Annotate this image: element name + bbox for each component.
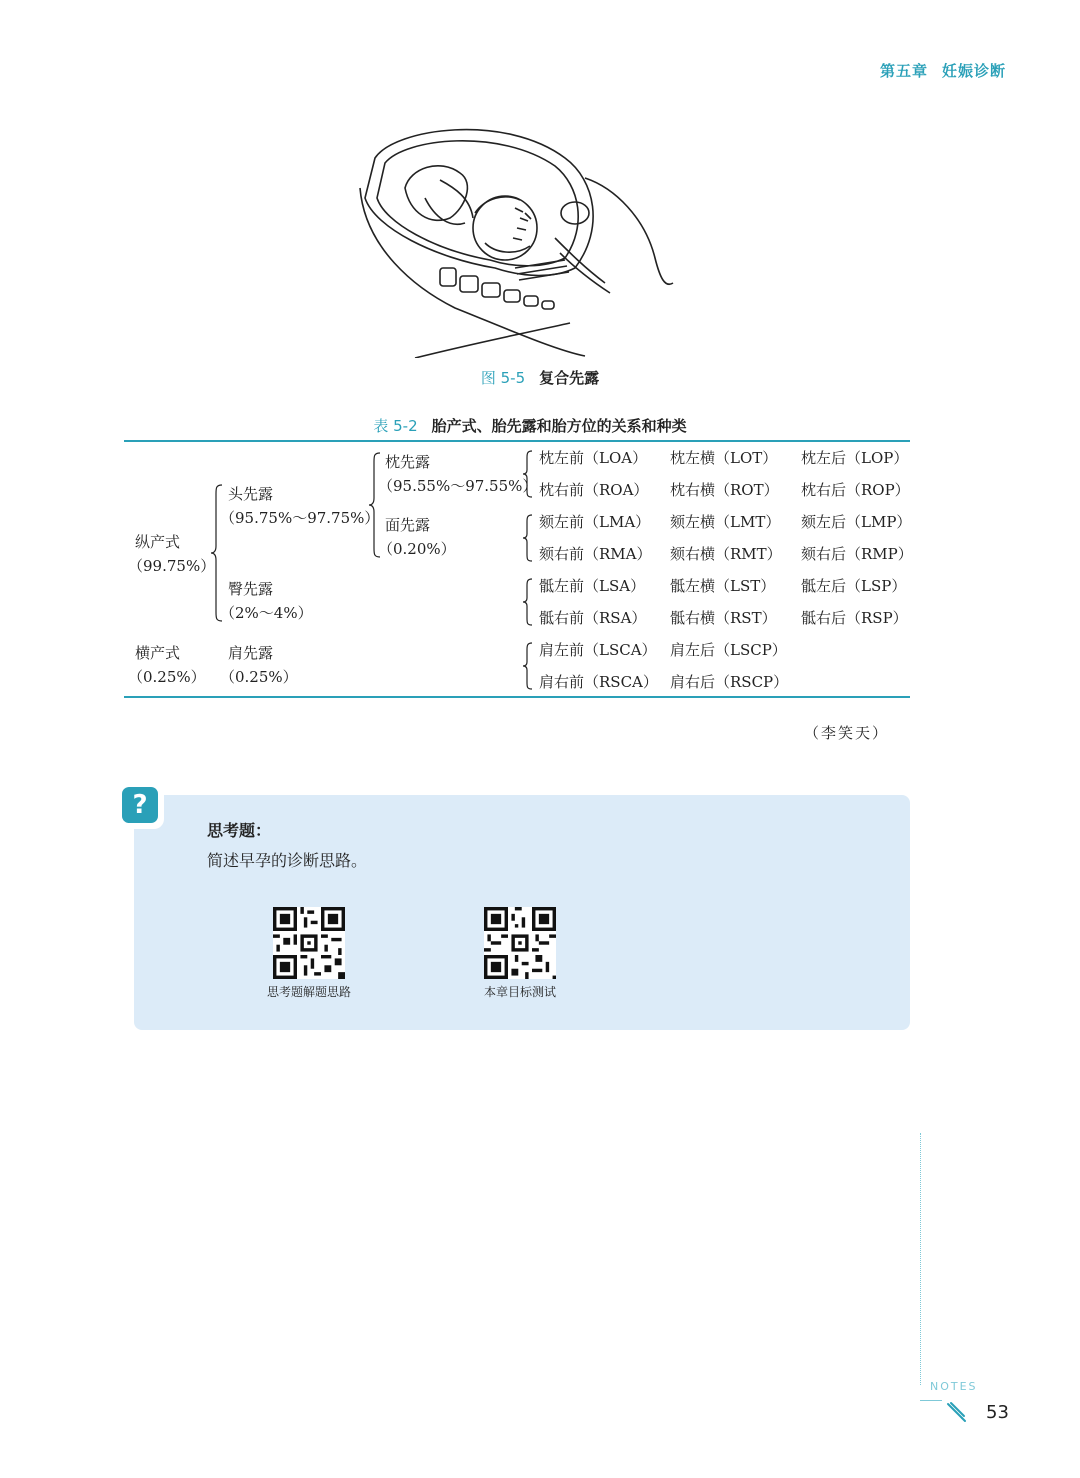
running-header <box>866 60 1006 81</box>
position-cell: 骶左前（LSA） <box>539 577 646 595</box>
table-bottom-rule <box>124 696 910 698</box>
position-cell: 枕右横（ROT） <box>670 481 779 499</box>
question-mark-icon: ? <box>122 787 158 823</box>
table-top-rule <box>124 440 910 442</box>
face-presentation-label: 面先露 <box>385 516 431 534</box>
position-cell: 颏左前（LMA） <box>539 513 651 531</box>
vertex-presentation-label: 枕先露 <box>385 453 431 471</box>
brace-face-positions <box>522 514 534 562</box>
position-cell: 枕左后（LOP） <box>801 449 909 467</box>
head-presentation-label: 头先露 <box>228 485 274 503</box>
figure-number: 图 5-5 <box>480 369 526 387</box>
position-cell: 骶左横（LST） <box>670 577 776 595</box>
position-cell: 颏右后（RMP） <box>801 545 913 563</box>
position-cell: 肩右前（RSCA） <box>539 673 658 691</box>
head-presentation-pct: （95.75%～97.75%） <box>220 509 380 527</box>
position-cell: 枕左横（LOT） <box>670 449 778 467</box>
breech-presentation-pct: （2%～4%） <box>220 604 313 622</box>
face-presentation-pct: （0.20%） <box>378 540 456 558</box>
position-cell: 肩左后（LSCP） <box>670 641 787 659</box>
position-cell: 颏左后（LMP） <box>801 513 912 531</box>
figure-caption <box>0 367 1080 388</box>
chapter-title: 妊娠诊断 <box>941 62 1006 80</box>
qr-code-icon[interactable] <box>484 907 556 979</box>
qr-code-icon[interactable] <box>273 907 345 979</box>
shoulder-presentation-pct: （0.25%） <box>220 668 298 686</box>
table-caption <box>0 415 1060 436</box>
figure-title: 复合先露 <box>539 369 600 387</box>
position-cell: 枕左前（LOA） <box>539 449 648 467</box>
pencil-icon <box>944 1400 968 1424</box>
page-number: 53 <box>986 1402 1009 1423</box>
chapter-number: 第五章 <box>879 62 928 80</box>
position-cell: 骶左后（LSP） <box>801 577 907 595</box>
thinking-question-text: 简述早孕的诊断思路。 <box>207 851 368 870</box>
table-title: 胎产式、胎先露和胎方位的关系和种类 <box>431 417 687 435</box>
vertex-presentation-pct: （95.55%～97.55%） <box>378 477 538 495</box>
thinking-question-title: 思考题： <box>207 821 272 840</box>
notes-label: NOTES <box>930 1380 978 1393</box>
lie-longitudinal-pct: （99.75%） <box>128 557 216 575</box>
qr-label-solution: 思考题解题思路 <box>266 985 351 999</box>
lie-transverse-pct: （0.25%） <box>128 668 206 686</box>
brace-presentation <box>210 484 224 622</box>
position-cell: 颏右横（RMT） <box>670 545 782 563</box>
position-cell: 颏左横（LMT） <box>670 513 781 531</box>
position-cell: 枕右后（ROP） <box>801 481 910 499</box>
position-cell: 骶右横（RST） <box>670 609 777 627</box>
position-cell: 肩左前（LSCA） <box>539 641 657 659</box>
position-cell: 肩右后（RSCP） <box>670 673 789 691</box>
lie-longitudinal-label: 纵产式 <box>135 533 181 551</box>
brace-breech-positions <box>522 578 534 626</box>
lie-transverse-label: 横产式 <box>135 644 181 662</box>
position-cell: 骶右后（RSP） <box>801 609 908 627</box>
position-cell: 骶右前（RSA） <box>539 609 647 627</box>
notes-divider <box>920 1400 942 1401</box>
qr-label-chapter-test: 本章目标测试 <box>483 985 556 999</box>
author-credit: （李笑天） <box>804 724 890 742</box>
brace-shoulder-positions <box>522 642 534 690</box>
table-number: 表 5-2 <box>373 417 418 435</box>
notes-margin-line <box>920 1133 921 1385</box>
compound-presentation-illustration <box>355 118 675 358</box>
shoulder-presentation-label: 肩先露 <box>228 644 274 662</box>
position-cell: 颏右前（RMA） <box>539 545 652 563</box>
brace-vertex-positions <box>522 450 534 498</box>
position-cell: 枕右前（ROA） <box>539 481 649 499</box>
breech-presentation-label: 臀先露 <box>228 580 274 598</box>
